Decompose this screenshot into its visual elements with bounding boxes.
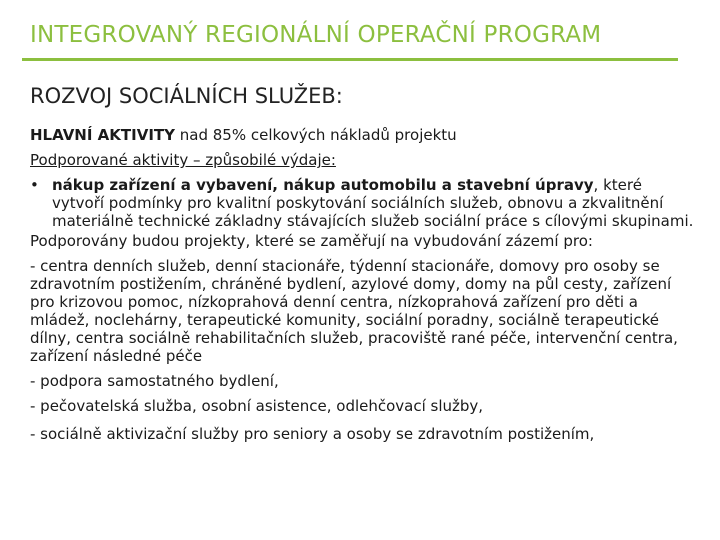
supported-activities-heading: Podporované aktivity – způsobilé výdaje: bbox=[30, 151, 336, 169]
list-item: - centra denních služeb, denní stacionáře, týdenní stacionáře, domovy pro osoby se zdravotním postižením, chráněné bydlení, azylové domy, domy na půl cesty, zařízení pro krizovou pomoc, nízkoprahová denní centra, nízkoprahová zařízení pro děti a mládež, noclehárny, terapeutické komunity, sociální poradny, sociálně terapeutické dílny, centra sociálně rehabilitačních služeb, pracoviště rané péče, intervenční centra, zařízení následné péče bbox=[30, 257, 678, 365]
bullet-bold-text: nákup zařízení a vybavení, nákup automobilu a stavební úpravy bbox=[52, 176, 594, 194]
content-body bbox=[30, 126, 694, 450]
bullet-marker: • bbox=[30, 176, 39, 194]
section-title: ROZVOJ SOCIÁLNÍCH SLUŽEB: bbox=[30, 84, 343, 108]
list-item: - sociálně aktivizační služby pro seniory a osoby se zdravotním postižením, bbox=[30, 425, 595, 443]
header-divider bbox=[22, 58, 678, 61]
main-activities-label: HLAVNÍ AKTIVITY bbox=[30, 126, 175, 144]
page-header-title: INTEGROVANÝ REGIONÁLNÍ OPERAČNÍ PROGRAM bbox=[30, 22, 602, 48]
bullet-item bbox=[30, 176, 694, 230]
main-activities-text: nad 85% celkových nákladů projektu bbox=[175, 126, 457, 144]
list-item: - pečovatelská služba, osobní asistence, odlehčovací služby, bbox=[30, 397, 484, 415]
projects-intro: Podporovány budou projekty, které se zaměřují na vybudování zázemí pro: bbox=[30, 232, 593, 250]
main-activities-line bbox=[30, 126, 694, 144]
bullet-rest-text: , které vytvoří podmínky pro kvalitní poskytování sociálních služeb, obnovu a zkvalitnění materiálně technické základny stávajících služeb sociální práce s cílovými skupinami. bbox=[52, 176, 694, 230]
list-item: - podpora samostatného bydlení, bbox=[30, 372, 279, 390]
